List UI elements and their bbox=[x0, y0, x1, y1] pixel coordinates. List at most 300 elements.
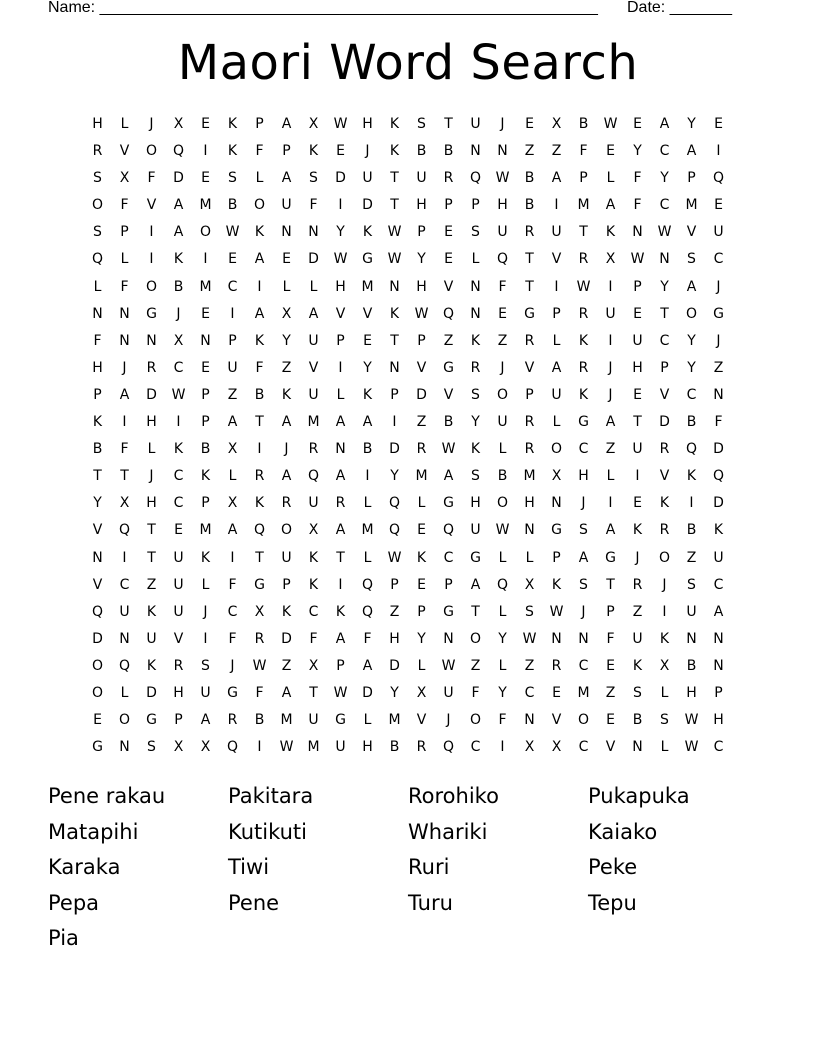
grid-letter: R bbox=[173, 657, 184, 674]
grid-letter: E bbox=[282, 251, 291, 268]
grid-letter: I bbox=[230, 549, 235, 566]
grid-letter: T bbox=[390, 332, 399, 349]
grid-letter: E bbox=[606, 712, 615, 729]
grid-letter: N bbox=[389, 359, 400, 376]
grid-letter: D bbox=[713, 441, 724, 458]
grid-letter: D bbox=[713, 495, 724, 512]
grid-letter: E bbox=[228, 251, 237, 268]
grid-letter: L bbox=[660, 684, 669, 701]
grid-letter: A bbox=[335, 468, 346, 485]
grid-letter: A bbox=[659, 116, 670, 132]
grid-letter: X bbox=[173, 332, 184, 349]
grid-letter: N bbox=[308, 224, 319, 241]
grid-letter: S bbox=[228, 170, 237, 187]
grid-letter: L bbox=[498, 549, 507, 566]
grid-letter: I bbox=[257, 441, 262, 458]
header bbox=[48, 0, 740, 20]
grid-letter: A bbox=[119, 386, 130, 403]
grid-letter: E bbox=[633, 116, 642, 132]
grid-letter: X bbox=[524, 739, 535, 756]
grid-letter: N bbox=[92, 549, 103, 566]
grid-letter: N bbox=[686, 630, 697, 647]
grid-letter: S bbox=[93, 170, 102, 187]
grid-letter: H bbox=[497, 197, 508, 214]
grid-letter: F bbox=[498, 712, 507, 729]
grid-letter: Y bbox=[363, 359, 372, 376]
grid-letter: C bbox=[713, 251, 724, 268]
grid-letter: I bbox=[203, 143, 208, 160]
word-list-item: Pepa bbox=[48, 890, 100, 915]
grid-letter: C bbox=[119, 576, 130, 593]
grid-letter: Y bbox=[660, 170, 669, 187]
grid-letter: C bbox=[173, 495, 184, 512]
grid-letter: E bbox=[201, 116, 210, 132]
grid-letter: V bbox=[335, 305, 346, 322]
grid-letter: L bbox=[498, 603, 507, 620]
grid-letter: V bbox=[416, 712, 427, 729]
grid-letter: G bbox=[335, 712, 346, 729]
grid-letter: M bbox=[199, 197, 212, 214]
grid-letter: V bbox=[551, 712, 562, 729]
grid-letter: G bbox=[443, 359, 454, 376]
grid-letter: U bbox=[443, 684, 454, 701]
grid-letter: O bbox=[91, 657, 104, 674]
grid-letter: O bbox=[118, 712, 131, 729]
grid-letter: I bbox=[500, 739, 505, 756]
grid-letter: X bbox=[308, 116, 319, 132]
grid-letter: R bbox=[470, 359, 481, 376]
grid-letter: V bbox=[92, 576, 103, 593]
grid-letter: W bbox=[576, 278, 591, 295]
grid-letter: B bbox=[686, 414, 697, 431]
grid-letter: W bbox=[333, 116, 348, 132]
grid-letter: B bbox=[254, 386, 265, 403]
grid-letter: R bbox=[578, 251, 589, 268]
grid-letter: G bbox=[92, 739, 103, 756]
grid-letter: Q bbox=[388, 522, 401, 539]
grid-letter: N bbox=[119, 305, 130, 322]
grid-letter: N bbox=[200, 332, 211, 349]
grid-letter: N bbox=[632, 224, 643, 241]
grid-letter: E bbox=[417, 522, 426, 539]
grid-letter: W bbox=[684, 712, 699, 729]
grid-letter: Q bbox=[307, 468, 320, 485]
grid-letter: K bbox=[470, 332, 481, 349]
grid-letter: J bbox=[176, 305, 181, 322]
grid-letter: R bbox=[443, 170, 454, 187]
grid-letter: B bbox=[200, 441, 211, 458]
grid-letter: L bbox=[498, 657, 507, 674]
grid-letter: U bbox=[200, 684, 211, 701]
grid-letter: C bbox=[659, 332, 670, 349]
grid-letter: B bbox=[524, 197, 535, 214]
grid-letter: A bbox=[551, 359, 562, 376]
grid-letter: S bbox=[471, 468, 480, 485]
grid-letter: K bbox=[578, 332, 589, 349]
grid-letter: I bbox=[635, 468, 640, 485]
grid-letter: M bbox=[577, 197, 590, 214]
grid-letter: F bbox=[255, 684, 264, 701]
grid-letter: I bbox=[176, 414, 181, 431]
grid-letter: E bbox=[552, 684, 561, 701]
grid-letter: Q bbox=[361, 603, 374, 620]
word-list-item: Peke bbox=[588, 855, 638, 879]
grid-letter: Z bbox=[416, 414, 427, 431]
grid-letter: E bbox=[525, 116, 534, 132]
grid-letter: K bbox=[605, 224, 616, 241]
grid-letter: I bbox=[203, 630, 208, 647]
grid-letter: B bbox=[686, 657, 697, 674]
grid-letter: Z bbox=[713, 359, 724, 376]
grid-letter: N bbox=[92, 305, 103, 322]
grid-letter: F bbox=[471, 684, 480, 701]
grid-letter: C bbox=[173, 468, 184, 485]
grid-letter: K bbox=[362, 386, 373, 403]
grid-letter: P bbox=[282, 576, 291, 593]
grid-letter: G bbox=[227, 684, 238, 701]
grid-letter: S bbox=[471, 224, 480, 241]
grid-letter: V bbox=[362, 305, 373, 322]
grid-letter: K bbox=[308, 576, 319, 593]
grid-letter: W bbox=[603, 116, 618, 132]
grid-letter: K bbox=[632, 657, 643, 674]
grid-letter: E bbox=[714, 116, 723, 132]
grid-letter: A bbox=[173, 197, 184, 214]
grid-letter: S bbox=[579, 522, 588, 539]
grid-letter: H bbox=[686, 684, 697, 701]
grid-letter: J bbox=[149, 116, 154, 132]
grid-letter: M bbox=[280, 712, 293, 729]
grid-letter: N bbox=[713, 386, 724, 403]
grid-letter: A bbox=[335, 630, 346, 647]
grid-letter: H bbox=[335, 278, 346, 295]
grid-letter: N bbox=[443, 630, 454, 647]
grid-letter: F bbox=[633, 197, 642, 214]
grid-letter: A bbox=[281, 468, 292, 485]
grid-letter: D bbox=[389, 657, 400, 674]
grid-letter: M bbox=[199, 522, 212, 539]
grid-letter: L bbox=[282, 278, 291, 295]
grid-letter: N bbox=[497, 143, 508, 160]
grid-letter: V bbox=[308, 359, 319, 376]
grid-letter: L bbox=[93, 278, 102, 295]
grid-letter: J bbox=[284, 441, 289, 458]
grid-letter: K bbox=[659, 630, 670, 647]
grid-letter: P bbox=[579, 170, 588, 187]
grid-letter: N bbox=[470, 278, 481, 295]
grid-letter: J bbox=[500, 116, 505, 132]
grid-letter: Q bbox=[118, 657, 131, 674]
word-list-item: Pene bbox=[228, 890, 280, 915]
grid-letter: W bbox=[387, 251, 402, 268]
grid-letter: B bbox=[578, 116, 589, 132]
grid-letter: S bbox=[633, 684, 642, 701]
grid-letter: H bbox=[524, 495, 535, 512]
grid-letter: A bbox=[362, 657, 373, 674]
grid-letter: A bbox=[281, 684, 292, 701]
grid-letter: S bbox=[93, 224, 102, 241]
grid-letter: F bbox=[147, 170, 156, 187]
grid-letter: K bbox=[146, 603, 157, 620]
grid-letter: V bbox=[659, 386, 670, 403]
grid-letter: K bbox=[389, 305, 400, 322]
grid-letter: K bbox=[659, 495, 670, 512]
grid-letter: O bbox=[91, 197, 104, 214]
grid-letter: T bbox=[255, 549, 264, 566]
grid-letter: A bbox=[173, 224, 184, 241]
grid-letter: M bbox=[577, 684, 590, 701]
grid-letter: U bbox=[173, 549, 184, 566]
grid-letter: F bbox=[120, 278, 129, 295]
grid-letter: B bbox=[227, 197, 238, 214]
grid-letter: R bbox=[335, 495, 346, 512]
grid-letter: N bbox=[551, 630, 562, 647]
grid-letter: N bbox=[281, 224, 292, 241]
grid-letter: E bbox=[174, 522, 183, 539]
grid-letter: C bbox=[713, 576, 724, 593]
grid-letter: W bbox=[225, 224, 240, 241]
grid-letter: L bbox=[606, 468, 615, 485]
grid-letter: F bbox=[606, 630, 615, 647]
grid-letter: S bbox=[525, 603, 534, 620]
grid-letter: M bbox=[685, 197, 698, 214]
grid-letter: L bbox=[498, 441, 507, 458]
grid-letter: U bbox=[308, 495, 319, 512]
grid-letter: I bbox=[257, 739, 262, 756]
grid-letter: N bbox=[551, 495, 562, 512]
grid-letter: Y bbox=[687, 332, 696, 349]
grid-letter: O bbox=[469, 712, 482, 729]
grid-letter: G bbox=[578, 414, 589, 431]
grid-letter: L bbox=[363, 712, 372, 729]
grid-letter: Y bbox=[390, 684, 399, 701]
grid-letter: R bbox=[524, 224, 535, 241]
grid-letter: Z bbox=[389, 603, 400, 620]
grid-letter: Y bbox=[471, 414, 480, 431]
grid-letter: D bbox=[416, 386, 427, 403]
grid-letter: P bbox=[606, 603, 615, 620]
grid-letter: T bbox=[390, 170, 399, 187]
grid-letter: Y bbox=[336, 224, 345, 241]
grid-letter: K bbox=[416, 549, 427, 566]
grid-letter: V bbox=[686, 224, 697, 241]
grid-letter: U bbox=[470, 116, 481, 132]
grid-letter: P bbox=[687, 170, 696, 187]
grid-letter: J bbox=[635, 549, 640, 566]
grid-letter: Q bbox=[172, 143, 185, 160]
word-list-item: Pakitara bbox=[228, 784, 314, 808]
grid-letter: W bbox=[414, 305, 429, 322]
grid-letter: N bbox=[470, 305, 481, 322]
grid-letter: E bbox=[201, 305, 210, 322]
grid-letter: Q bbox=[685, 441, 698, 458]
grid-letter: I bbox=[338, 576, 343, 593]
grid-letter: Z bbox=[146, 576, 157, 593]
grid-letter: D bbox=[659, 414, 670, 431]
grid-letter: Y bbox=[93, 495, 102, 512]
grid-letter: E bbox=[633, 305, 642, 322]
grid-letter: K bbox=[308, 549, 319, 566]
grid-letter: I bbox=[149, 251, 154, 268]
grid-letter: R bbox=[146, 359, 157, 376]
grid-letter: T bbox=[579, 224, 588, 241]
grid-letter: N bbox=[632, 739, 643, 756]
grid-letter: F bbox=[255, 359, 264, 376]
grid-letter: S bbox=[309, 170, 318, 187]
grid-letter: I bbox=[338, 197, 343, 214]
grid-letter: U bbox=[335, 739, 346, 756]
grid-letter: S bbox=[147, 739, 156, 756]
grid-letter: X bbox=[605, 251, 616, 268]
grid-letter: N bbox=[659, 251, 670, 268]
grid-letter: D bbox=[308, 251, 319, 268]
grid-letter: E bbox=[606, 143, 615, 160]
grid-letter: W bbox=[684, 739, 699, 756]
grid-letter: J bbox=[716, 278, 721, 295]
grid-letter: D bbox=[389, 441, 400, 458]
grid-letter: A bbox=[713, 603, 724, 620]
grid-letter: E bbox=[93, 712, 102, 729]
grid-letter: X bbox=[551, 468, 562, 485]
grid-letter: C bbox=[470, 739, 481, 756]
grid-letter: X bbox=[551, 739, 562, 756]
grid-letter: C bbox=[524, 684, 535, 701]
grid-letter: R bbox=[578, 359, 589, 376]
grid-letter: R bbox=[92, 143, 103, 160]
grid-letter: G bbox=[443, 495, 454, 512]
grid-letter: U bbox=[686, 603, 697, 620]
grid-letter: A bbox=[605, 197, 616, 214]
grid-letter: R bbox=[281, 495, 292, 512]
grid-letter: Q bbox=[496, 251, 509, 268]
grid-letter: K bbox=[281, 386, 292, 403]
grid-letter: N bbox=[713, 630, 724, 647]
grid-letter: G bbox=[713, 305, 724, 322]
word-list-item: Tepu bbox=[588, 890, 637, 915]
grid-letter: Q bbox=[496, 576, 509, 593]
grid-letter: Q bbox=[712, 170, 725, 187]
grid-letter: P bbox=[120, 224, 129, 241]
date-field-label[interactable]: Date: _______ bbox=[627, 0, 732, 16]
grid-letter: I bbox=[689, 495, 694, 512]
grid-letter: R bbox=[416, 739, 427, 756]
grid-letter: I bbox=[122, 414, 127, 431]
grid-letter: Y bbox=[417, 630, 426, 647]
grid-letter: L bbox=[552, 414, 561, 431]
grid-letter: W bbox=[495, 170, 510, 187]
grid-letter: G bbox=[524, 305, 535, 322]
grid-letter: A bbox=[281, 170, 292, 187]
grid-letter: L bbox=[606, 170, 615, 187]
grid-letter: X bbox=[551, 116, 562, 132]
grid-letter: Z bbox=[497, 332, 508, 349]
grid-letter: U bbox=[497, 224, 508, 241]
grid-letter: K bbox=[308, 143, 319, 160]
grid-letter: T bbox=[471, 603, 480, 620]
grid-letter: T bbox=[147, 549, 156, 566]
grid-letter: R bbox=[659, 522, 670, 539]
grid-letter: K bbox=[254, 332, 265, 349]
grid-letter: C bbox=[659, 143, 670, 160]
grid-letter: Z bbox=[524, 657, 535, 674]
grid-letter: F bbox=[228, 630, 237, 647]
grid-letter: M bbox=[361, 522, 374, 539]
grid-letter: D bbox=[146, 386, 157, 403]
grid-letter: H bbox=[416, 197, 427, 214]
grid-letter: T bbox=[390, 197, 399, 214]
grid-letter: G bbox=[146, 305, 157, 322]
grid-letter: G bbox=[362, 251, 373, 268]
grid-letter: U bbox=[470, 522, 481, 539]
grid-letter: K bbox=[470, 441, 481, 458]
grid-letter: U bbox=[173, 576, 184, 593]
grid-letter: C bbox=[308, 603, 319, 620]
grid-letter: N bbox=[335, 441, 346, 458]
grid-letter: L bbox=[417, 657, 426, 674]
grid-letter: U bbox=[713, 224, 724, 241]
grid-letter: H bbox=[389, 630, 400, 647]
grid-letter: T bbox=[525, 251, 534, 268]
grid-letter: A bbox=[254, 305, 265, 322]
grid-letter: B bbox=[362, 441, 373, 458]
grid-letter: K bbox=[173, 251, 184, 268]
word-list-item: Pukapuka bbox=[588, 784, 690, 808]
grid-letter: M bbox=[307, 414, 320, 431]
grid-letter: L bbox=[363, 495, 372, 512]
word-list-item: Kaiako bbox=[588, 819, 658, 844]
grid-letter: U bbox=[632, 441, 643, 458]
grid-letter: I bbox=[149, 224, 154, 241]
grid-letter: W bbox=[495, 522, 510, 539]
grid-letter: W bbox=[630, 251, 645, 268]
grid-letter: H bbox=[470, 495, 481, 512]
grid-letter: R bbox=[227, 712, 238, 729]
grid-letter: K bbox=[227, 143, 238, 160]
grid-letter: F bbox=[120, 197, 129, 214]
grid-letter: H bbox=[416, 278, 427, 295]
word-list-item: Whariki bbox=[408, 819, 488, 844]
grid-letter: G bbox=[443, 603, 454, 620]
word-list-item: Turu bbox=[408, 890, 453, 915]
grid-letter: O bbox=[253, 197, 266, 214]
grid-letter: F bbox=[498, 278, 507, 295]
grid-letter: V bbox=[92, 522, 103, 539]
grid-letter: Z bbox=[281, 359, 292, 376]
grid-letter: E bbox=[201, 170, 210, 187]
grid-letter: U bbox=[281, 197, 292, 214]
grid-letter: X bbox=[200, 739, 211, 756]
grid-letter: U bbox=[497, 414, 508, 431]
grid-letter: E bbox=[444, 251, 453, 268]
grid-letter: Q bbox=[442, 305, 455, 322]
grid-letter: X bbox=[416, 684, 427, 701]
grid-letter: W bbox=[387, 549, 402, 566]
grid-letter: C bbox=[227, 603, 238, 620]
grid-letter: Z bbox=[632, 603, 643, 620]
grid-letter: O bbox=[469, 630, 482, 647]
grid-letter: P bbox=[201, 386, 210, 403]
grid-letter: L bbox=[201, 576, 210, 593]
grid-letter: K bbox=[686, 468, 697, 485]
grid-letter: Y bbox=[687, 116, 696, 132]
grid-letter: F bbox=[120, 441, 129, 458]
name-field-label[interactable]: Name: ________________________________________________________ bbox=[48, 0, 598, 16]
grid-letter: A bbox=[281, 414, 292, 431]
grid-letter: D bbox=[146, 684, 157, 701]
grid-letter: R bbox=[416, 441, 427, 458]
grid-letter: K bbox=[335, 603, 346, 620]
grid-letter: L bbox=[309, 278, 318, 295]
